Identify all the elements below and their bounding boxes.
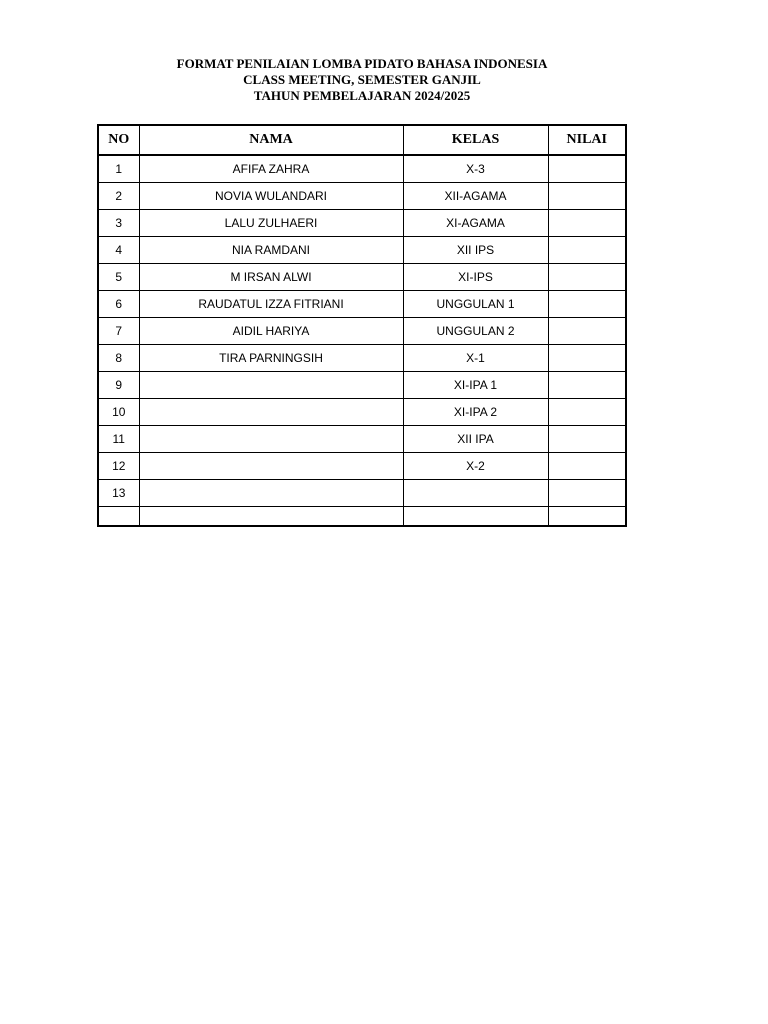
cell-no: 6 [98,291,139,318]
table-row [98,345,626,372]
cell-no: 9 [98,372,139,399]
header-no: NO [98,125,139,155]
cell-nama [139,507,403,527]
cell-kelas: X-3 [403,155,548,183]
cell-kelas: XII-AGAMA [403,183,548,210]
cell-kelas: XI-IPA 2 [403,399,548,426]
header-nilai: NILAI [548,125,626,155]
cell-kelas [403,507,548,527]
cell-nilai[interactable] [548,426,626,453]
cell-kelas: XI-IPS [403,264,548,291]
document-title [0,56,724,104]
cell-kelas: XII IPS [403,237,548,264]
title-line-event: CLASS MEETING, SEMESTER GANJIL [243,72,481,87]
cell-no: 7 [98,318,139,345]
table-row [98,210,626,237]
table-row [98,155,626,183]
title-line-year: TAHUN PEMBELAJARAN 2024/2025 [253,88,471,103]
cell-nama [139,372,403,399]
cell-kelas: XI-IPA 1 [403,372,548,399]
cell-nama: NIA RAMDANI [139,237,403,264]
table-row [98,237,626,264]
cell-no: 10 [98,399,139,426]
cell-nama: AIDIL HARIYA [139,318,403,345]
cell-nama: TIRA PARNINGSIH [139,345,403,372]
cell-nilai[interactable] [548,183,626,210]
cell-nama: M IRSAN ALWI [139,264,403,291]
cell-kelas: UNGGULAN 2 [403,318,548,345]
cell-no: 11 [98,426,139,453]
cell-kelas [403,480,548,507]
cell-no: 8 [98,345,139,372]
cell-kelas: UNGGULAN 1 [403,291,548,318]
cell-nilai[interactable] [548,399,626,426]
cell-no: 4 [98,237,139,264]
cell-kelas: X-2 [403,453,548,480]
cell-no: 2 [98,183,139,210]
cell-no: 12 [98,453,139,480]
title-line-competition: FORMAT PENILAIAN LOMBA PIDATO BAHASA INDONESIA [176,56,548,71]
header-nama: NAMA [139,125,403,155]
table-row [98,453,626,480]
cell-nilai[interactable] [548,507,626,527]
cell-nilai[interactable] [548,210,626,237]
cell-nilai[interactable] [548,480,626,507]
cell-nama: LALU ZULHAERI [139,210,403,237]
cell-nilai[interactable] [548,291,626,318]
cell-no: 3 [98,210,139,237]
cell-no: 13 [98,480,139,507]
table-row [98,507,626,527]
table-row [98,291,626,318]
table-header-row [98,125,626,155]
cell-no [98,507,139,527]
cell-nama: NOVIA WULANDARI [139,183,403,210]
cell-nama [139,399,403,426]
cell-kelas: X-1 [403,345,548,372]
cell-nama [139,426,403,453]
table-row [98,480,626,507]
table-row [98,426,626,453]
table-body [98,155,626,526]
table-row [98,372,626,399]
cell-nama [139,453,403,480]
cell-no: 5 [98,264,139,291]
table-row [98,183,626,210]
cell-nilai[interactable] [548,155,626,183]
cell-nilai[interactable] [548,264,626,291]
table-row [98,318,626,345]
cell-kelas: XII IPA [403,426,548,453]
table-row [98,399,626,426]
cell-no: 1 [98,155,139,183]
cell-nilai[interactable] [548,237,626,264]
cell-nilai[interactable] [548,345,626,372]
table-row [98,264,626,291]
cell-nama: RAUDATUL IZZA FITRIANI [139,291,403,318]
header-kelas: KELAS [403,125,548,155]
scoring-table [97,124,627,527]
cell-nilai[interactable] [548,453,626,480]
cell-kelas: XI-AGAMA [403,210,548,237]
cell-nilai[interactable] [548,318,626,345]
cell-nama [139,480,403,507]
cell-nilai[interactable] [548,372,626,399]
cell-nama: AFIFA ZAHRA [139,155,403,183]
